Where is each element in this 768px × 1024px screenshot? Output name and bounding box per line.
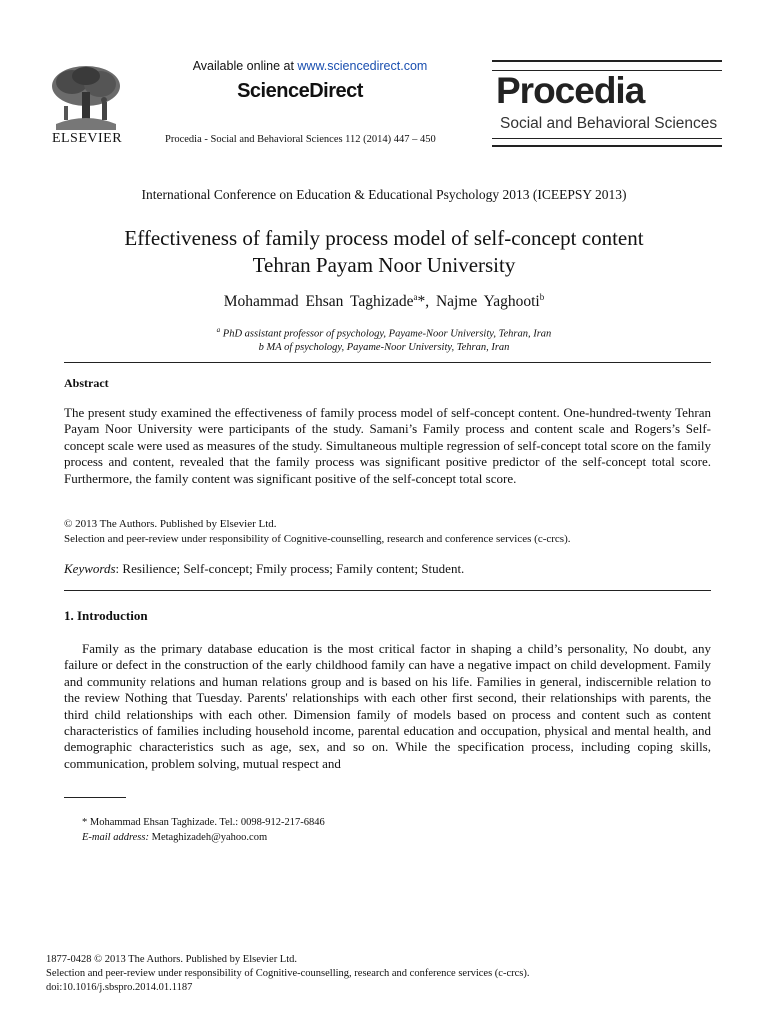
author-1-mark: *, — [417, 293, 430, 311]
sciencedirect-wordmark: ScienceDirect — [237, 80, 363, 102]
title-line-2: Tehran Payam Noor University — [252, 253, 516, 277]
abstract-text: The present study examined the effectiveness of family process model of self-concept content. One-hundred-twenty Tehran Payam Noor University were participants of the study. Samani’s Family process and content scale and Rogers’s Self-concept scale were used as measures of the study. Simultaneous multiple regression of self-concept total score on the family process and content, revealed that the family process was significant positive predictor of the self-concept total score. Furthermore, the family content was significant positive of the self-concept total score. — [64, 405, 711, 486]
title-line-1: Effectiveness of family process model of self-concept content — [124, 226, 644, 250]
affiliation-b: b MA of psychology, Payame-Noor University, Tehran, Iran — [258, 342, 510, 353]
divider-keywords — [64, 590, 711, 591]
author-1: Mohammad Ehsan Taghizade — [223, 293, 414, 311]
footnote-corresponding: * Mohammad Ehsan Taghizade. Tel.: 0098-912-217-6846 — [82, 817, 325, 828]
paper-title — [40, 225, 728, 279]
keywords-label: Keywords — [64, 561, 116, 576]
divider-top — [64, 362, 711, 363]
intro-heading: 1. Introduction — [64, 608, 148, 623]
footer-doi-link[interactable]: doi:10.1016/j.sbspro.2014.01.1187 — [46, 982, 193, 993]
author-2: Najme Yaghooti — [435, 293, 540, 311]
footer-issn: 1877-0428 © 2013 The Authors. Published by Elsevier Ltd. — [46, 954, 298, 965]
available-prefix: Available online at — [192, 59, 298, 73]
author-2-affil: b — [539, 292, 545, 302]
copyright-line: © 2013 The Authors. Published by Elsevier Ltd. — [64, 518, 277, 530]
author-list — [0, 292, 768, 311]
footer-review: Selection and peer-review under responsibility of Cognitive-counselling, research and conference services (c-crcs). — [46, 968, 530, 979]
elsevier-wordmark: ELSEVIER — [51, 131, 123, 146]
affiliation-a — [0, 326, 768, 340]
conference-name: International Conference on Education & Educational Psychology 2013 (ICEEPSY 2013) — [141, 187, 627, 202]
affiliation-a-mark: a — [216, 326, 221, 334]
available-online — [160, 59, 460, 73]
procedia-bottom-rule — [492, 138, 722, 147]
procedia-subtitle: Social and Behavioral Sciences — [500, 115, 718, 132]
intro-text: Family as the primary database education is the most critical factor in shaping a child’s personality, No doubt, any failure or defect in the construction of the early childhood family can have a negative impact on child development. Family and community relations and human relations group and is based on his life. Families in general, indiscernible relation to the review Nothing that Tuesday. Parents' relationships with each other first second, their relationships with parents, the third child relationships with each other. Dimension family of models based on process and content such as content characteristics of families including household income, parental education and occupation, physical and mental health, and demographic characteristics such as age, sex, and so on. While the specification process, including coping skills, communication, problem solving, mutual respect and — [64, 641, 711, 771]
journal-reference: Procedia - Social and Behavioral Sciences 112 (2014) 447 – 450 — [165, 134, 436, 145]
keywords-list: : Resilience; Self-concept; Fmily process; Family content; Student. — [115, 561, 465, 576]
peer-review-line: Selection and peer-review under responsibility of Cognitive-counselling, research and conference services (c-crcs). — [64, 533, 571, 545]
abstract-heading: Abstract — [64, 376, 109, 390]
procedia-wordmark: Procedia — [496, 70, 645, 111]
footnote-rule — [64, 797, 126, 798]
footnote-email — [82, 832, 267, 843]
sciencedirect-url-link[interactable]: www.sciencedirect.com — [297, 59, 428, 73]
affiliation-a-text: PhD assistant professor of psychology, Payame-Noor University, Tehran, Iran — [220, 328, 552, 340]
email-address-link[interactable]: Metaghizadeh@yahoo.com — [148, 832, 268, 843]
author-1-affil: a — [413, 292, 418, 302]
keywords — [64, 561, 711, 577]
email-label: E-mail address: — [82, 832, 149, 843]
